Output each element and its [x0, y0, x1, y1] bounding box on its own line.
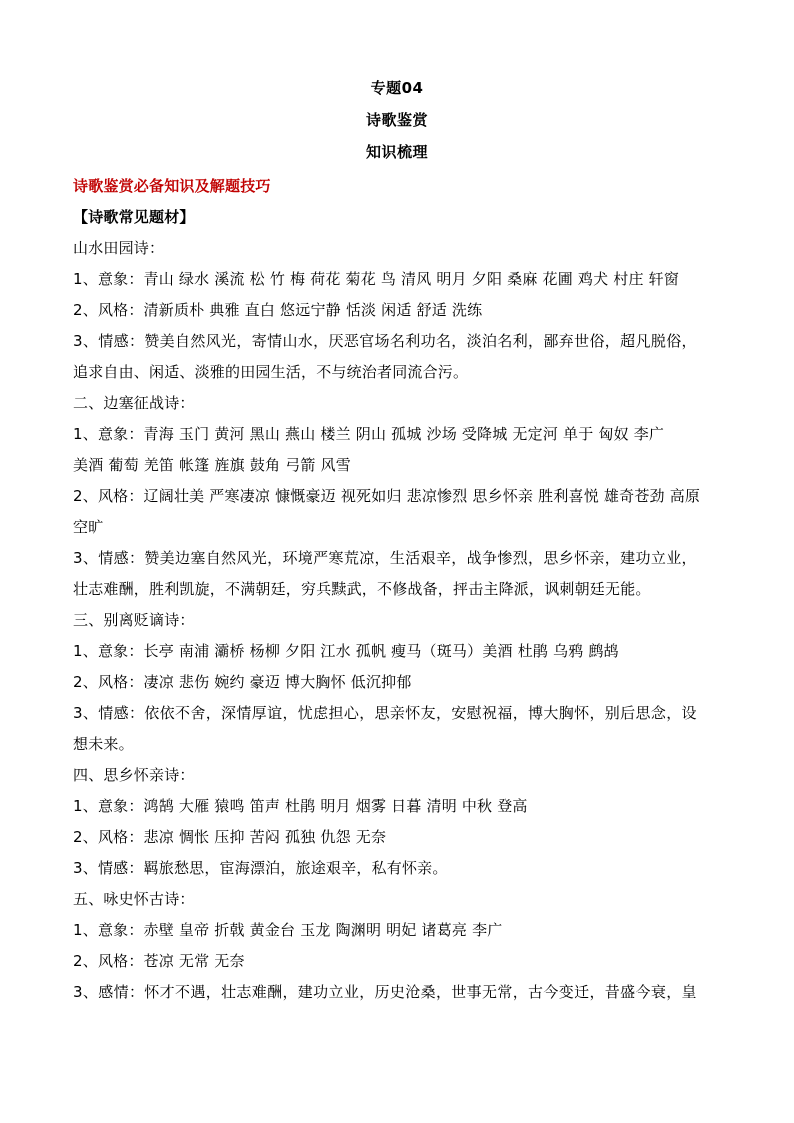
text-line: 1、意象：青山 绿水 溪流 松 竹 梅 荷花 菊花 鸟 清风 明月 夕阳 桑麻 花圃 鸡犬 村庄 轩窗 — [73, 270, 680, 288]
text-line: 追求自由、闲适、淡雅的田园生活，不与统治者同流合污。 — [73, 363, 469, 381]
category-title: 五、咏史怀古诗： — [73, 890, 195, 908]
text-line: 3、感情：怀才不遇，壮志难酬，建功立业，历史沧桑，世事无常，古今变迁，昔盛今衰，皇 — [73, 983, 697, 1001]
category-title: 二、边塞征战诗： — [73, 394, 195, 412]
text-line: 壮志难酬，胜利凯旋，不满朝廷，穷兵黩武，不修战备，抨击主降派，讽刺朝廷无能。 — [73, 580, 651, 598]
main-heading: 诗歌鉴赏必备知识及解题技巧 — [73, 177, 271, 195]
section-title: 知识梳理 — [365, 143, 428, 161]
text-line: 1、意象：赤壁 皇帝 折戟 黄金台 玉龙 陶渊明 明妃 诸葛亮 李广 — [73, 921, 503, 939]
category-subheading: 【诗歌常见题材】 — [73, 208, 195, 226]
text-line: 1、意象：长亭 南浦 灞桥 杨柳 夕阳 江水 孤帆 瘦马（斑马）美酒 杜鹃 乌鸦 鹧鸪 — [73, 642, 619, 660]
category-title: 三、别离贬谪诗： — [73, 611, 195, 629]
text-line: 2、风格：辽阔壮美 严寒凄凉 慷慨豪迈 视死如归 悲凉惨烈 思乡怀亲 胜利喜悦 雄奇苍劲 高原 — [73, 487, 701, 505]
category-title: 四、思乡怀亲诗： — [73, 766, 195, 784]
category-title: 山水田园诗： — [73, 239, 165, 257]
text-line: 3、情感：羁旅愁思，宦海漂泊，旅途艰辛，私有怀亲。 — [73, 859, 448, 877]
text-line: 2、风格：苍凉 无常 无奈 — [73, 952, 245, 970]
document-body — [73, 171, 733, 1008]
text-line: 3、情感：依依不舍，深情厚谊，忧虑担心，思亲怀友，安慰祝福，博大胸怀，别后思念，设 — [73, 704, 697, 722]
topic-title: 专题04 — [370, 79, 424, 97]
text-line: 1、意象：青海 玉门 黄河 黑山 燕山 楼兰 阴山 孤城 沙场 受降城 无定河 单于 匈奴 李广 — [73, 425, 665, 443]
text-line: 想未来。 — [73, 735, 134, 753]
text-line: 空旷 — [73, 518, 104, 536]
subject-title: 诗歌鉴赏 — [365, 111, 428, 129]
text-line: 3、情感：赞美边塞自然风光，环境严寒荒凉，生活艰辛，战争惨烈，思乡怀亲，建功立业， — [73, 549, 697, 567]
text-line: 3、情感：赞美自然风光，寄情山水，厌恶官场名利功名，淡泊名利，鄙弃世俗，超凡脱俗， — [73, 332, 697, 350]
text-line: 2、风格：悲凉 惆怅 压抑 苦闷 孤独 仇怨 无奈 — [73, 828, 387, 846]
text-line: 1、意象：鸿鹄 大雁 猿鸣 笛声 杜鹃 明月 烟雾 日暮 清明 中秋 登高 — [73, 797, 528, 815]
text-line: 2、风格：凄凉 悲伤 婉约 豪迈 博大胸怀 低沉抑郁 — [73, 673, 412, 691]
text-line: 美酒 葡萄 羌笛 帐篷 旌旗 鼓角 弓箭 风雪 — [73, 456, 351, 474]
text-line: 2、风格：清新质朴 典雅 直白 悠远宁静 恬淡 闲适 舒适 洗练 — [73, 301, 483, 319]
